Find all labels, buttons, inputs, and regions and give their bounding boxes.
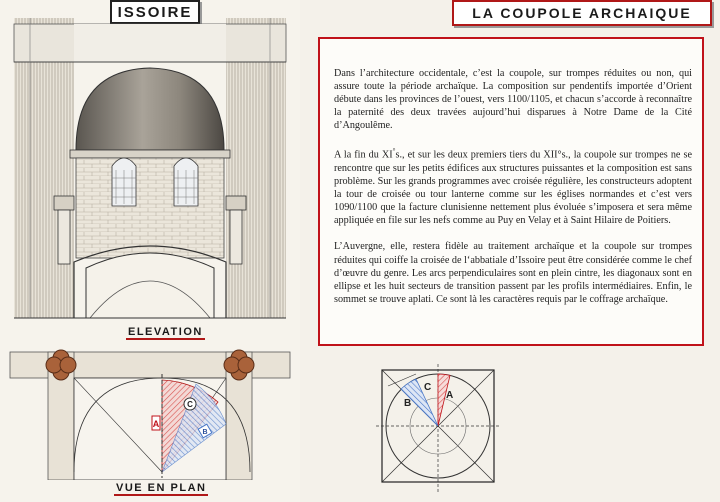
elevation-caption: ELEVATION	[128, 326, 203, 338]
paragraph-3: L’Auvergne, elle, restera fidèle au traitement archaïque et la coupole sur trompes réduites qui coiffe la croisée de l‘abbatiale d’Issoire peut être considérée comme le chef d’œuvre du genre. Les arcs perpendiculaires sont en plein cintre, les diagonaux sont en ellipse et les huit secteurs de transition passent par les profils intermédiaires. Enfin, le sommet se trouve aplati. Ce sont là les caractères requis par le coffrage archaïque.	[334, 241, 692, 305]
paragraph-2: A la fin du XI°s., et sur les deux premiers tiers du XII°s., la coupole sur trompes ne se rencontre que sur les petits édifices aux structures puissantes et la composition est sans problème. Sur les grands programmes avec croisée régulière, les constructeurs adoptent la tour de croisée ou tour lanterne comme sur les églises normandes et c’est vers 1090/1100 que la facture clunisienne nettement plus évoluée s’imposera et sera même appliquée en file sur les nefs comme au Puy en Velay et à Saint Hilaire de Poitiers.	[334, 147, 692, 227]
right-title: LA COUPOLE ARCHAIQUE	[452, 0, 712, 26]
window-left	[112, 158, 136, 206]
dome-sector-diagram	[376, 364, 500, 496]
window-right	[174, 158, 198, 206]
diagram-label-a: A	[446, 390, 454, 401]
plan-label-c: C	[187, 400, 193, 409]
left-wall	[14, 18, 74, 318]
plan-drawing	[0, 344, 300, 480]
drum-wall	[76, 158, 224, 258]
diagram-label-c: C	[424, 382, 432, 393]
plan-label-b: B	[202, 429, 208, 436]
paragraph-1: Dans l’architecture occidentale, c’est la coupole, sur trompes réduites ou non, qui assure toute la période archaïque. La composition sur pendentifs importée d’Orient débute dans les provinces de l’ouest, vers 1100/1105, et chacun s’accorde à reconnaître la paternité des deux travées aujourd’hui disparues à Notre Dame de la Cité d’Angoulême.	[334, 68, 692, 132]
plan-label-a: A	[152, 419, 160, 429]
diagram-label-b: B	[404, 398, 412, 409]
right-wall	[226, 18, 286, 318]
elevation-drawing	[0, 0, 300, 340]
text-panel	[318, 37, 704, 346]
dome	[76, 68, 224, 150]
left-title: ISSOIRE	[110, 0, 200, 24]
plan-caption: VUE EN PLAN	[116, 482, 207, 494]
